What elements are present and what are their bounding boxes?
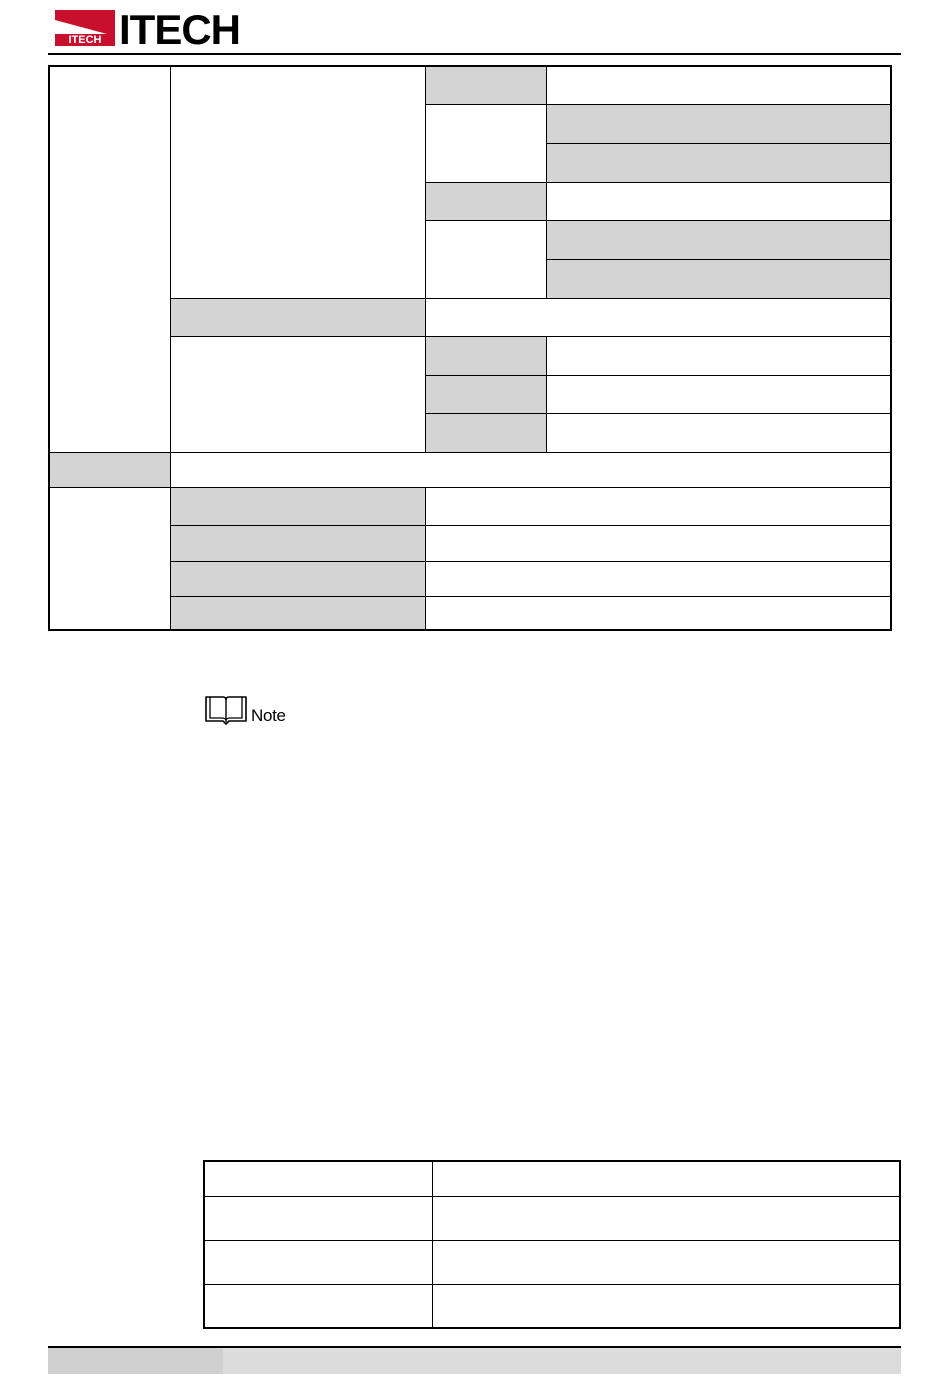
table-cell	[425, 413, 547, 453]
table-cell	[546, 336, 892, 376]
table-cell	[546, 65, 892, 105]
table-header-cell	[432, 1160, 901, 1197]
table-cell	[425, 375, 547, 414]
header-rule	[48, 53, 901, 55]
table-cell	[546, 259, 892, 299]
table-cell	[432, 1196, 901, 1241]
table-cell	[425, 104, 547, 183]
table-cell	[425, 596, 892, 631]
table-cell	[170, 596, 426, 631]
itech-logo-mark	[55, 6, 270, 48]
svg-text:ITECH: ITECH	[119, 6, 240, 48]
itech-logo	[55, 6, 270, 48]
table-cell	[425, 561, 892, 597]
table-cell	[170, 525, 426, 562]
table-cell	[546, 413, 892, 453]
table-cell	[203, 1196, 433, 1241]
table-cell	[425, 65, 547, 105]
table-cell	[425, 487, 892, 526]
table-cell	[48, 452, 171, 488]
table-cell	[170, 487, 426, 526]
table-cell	[425, 220, 547, 299]
table-cell	[546, 104, 892, 144]
table-cell	[425, 182, 547, 221]
table-cell	[546, 182, 892, 221]
table-cell	[432, 1284, 901, 1329]
table-cell	[425, 525, 892, 562]
table-cell	[170, 452, 892, 488]
footer-rule	[48, 1346, 901, 1348]
table-cell	[203, 1240, 433, 1285]
table-cell	[425, 336, 547, 376]
table-cell	[425, 298, 892, 337]
table-cell	[48, 65, 171, 453]
table-cell	[48, 487, 171, 631]
table-cell	[170, 298, 426, 337]
table-header-cell	[203, 1160, 433, 1197]
note-label: Note	[251, 706, 286, 725]
table-cell	[170, 336, 426, 453]
table-cell	[170, 561, 426, 597]
footer-left-block	[48, 1348, 223, 1374]
svg-text:ITECH: ITECH	[68, 34, 102, 46]
table-cell	[546, 143, 892, 183]
table-cell	[203, 1284, 433, 1329]
footer-bar	[48, 1348, 901, 1374]
table-cell	[170, 65, 426, 299]
table-cell	[432, 1240, 901, 1285]
table-cell	[546, 220, 892, 260]
book-icon	[204, 694, 248, 726]
table-cell	[546, 375, 892, 414]
